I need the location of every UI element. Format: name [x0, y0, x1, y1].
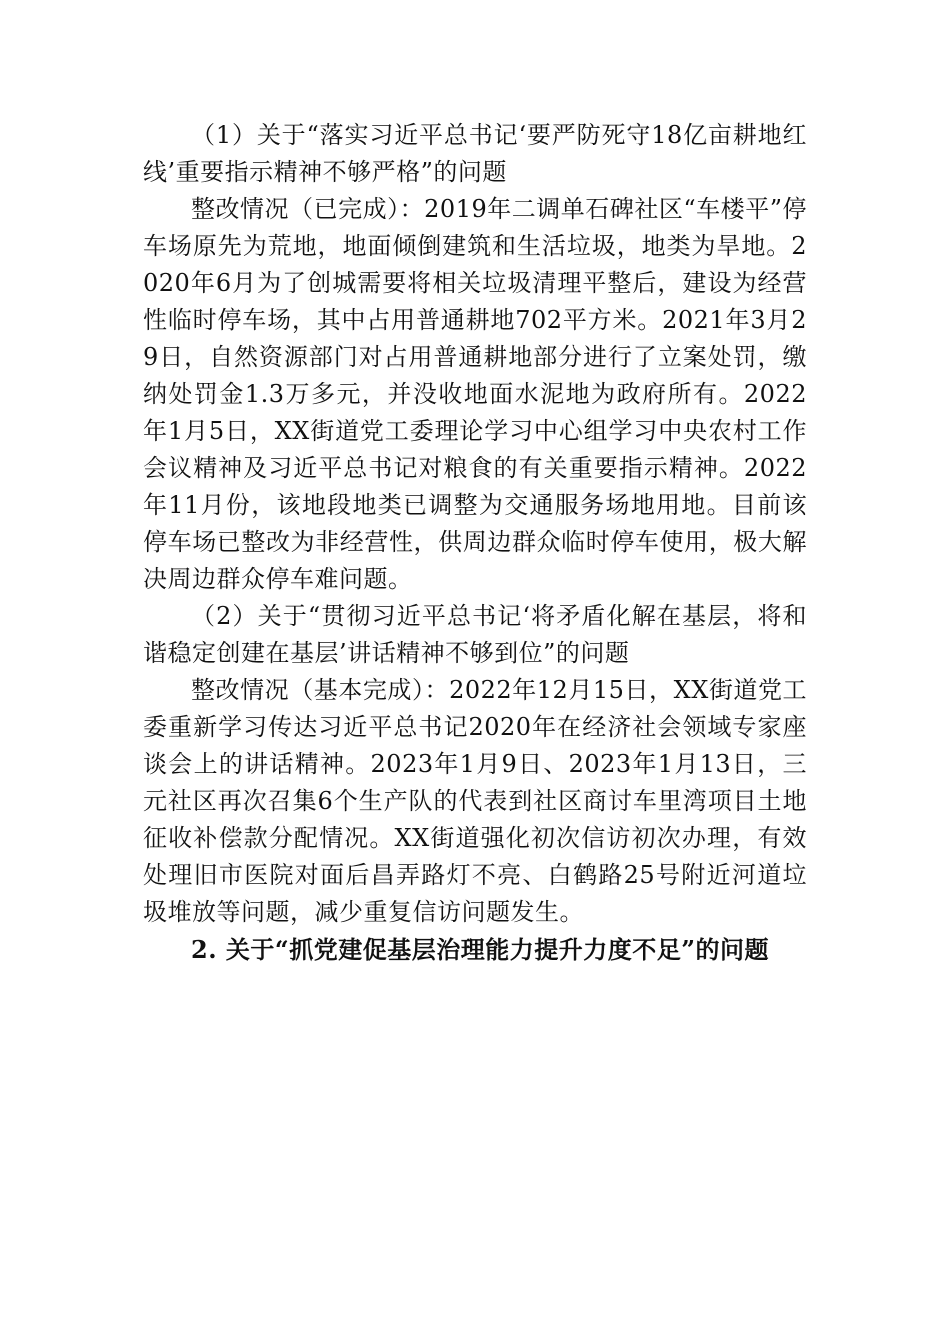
subsection-1-title: （1）关于“落实习近平总书记‘要严防死守18亿亩耕地红线’重要指示精神不够严格”的问题 [143, 121, 807, 186]
subsection-1-rectification: 整改情况（已完成）：2019年二调单石碑社区“车楼平”停车场原先为荒地，地面倾倒建筑和生活垃圾，地类为旱地。2020年6月为了创城需要将相关垃圾清理平整后，建设为经营性临时停车场，其中占用普通耕地702平方米。2021年3月29日，自然资源部门对占用普通耕地部分进行了立案处罚，缴纳处罚金1.3万多元，并没收地面水泥地为政府所有。2022年1月5日，XX街道党工委理论学习中心组学习中央农村工作会议精神及习近平总书记对粮食的有关重要指示精神。2022年11月份，该地段地类已调整为交通服务场地用地。目前该停车场已整改为非经营性，供周边群众临时停车使用，极大解决周边群众停车难问题。 [143, 195, 807, 593]
section-2-heading: 2. 关于“抓党建促基层治理能力提升力度不足”的问题 [191, 935, 770, 964]
subsection-2-rectification: 整改情况（基本完成）：2022年12月15日，XX街道党工委重新学习传达习近平总书记2020年在经济社会领域专家座谈会上的讲话精神。2023年1月9日、2023年1月13日，三元社区再次召集6个生产队的代表到社区商讨车里湾项目土地征收补偿款分配情况。XX街道强化初次信访初次办理，有效处理旧市医院对面后昌弄路灯不亮、白鹤路25号附近河道垃圾堆放等问题，减少重复信访问题发生。 [143, 676, 807, 926]
subsection-2-title: （2）关于“贯彻习近平总书记‘将矛盾化解在基层，将和谐稳定创建在基层’讲话精神不够到位”的问题 [143, 602, 807, 667]
document-body [143, 117, 807, 968]
